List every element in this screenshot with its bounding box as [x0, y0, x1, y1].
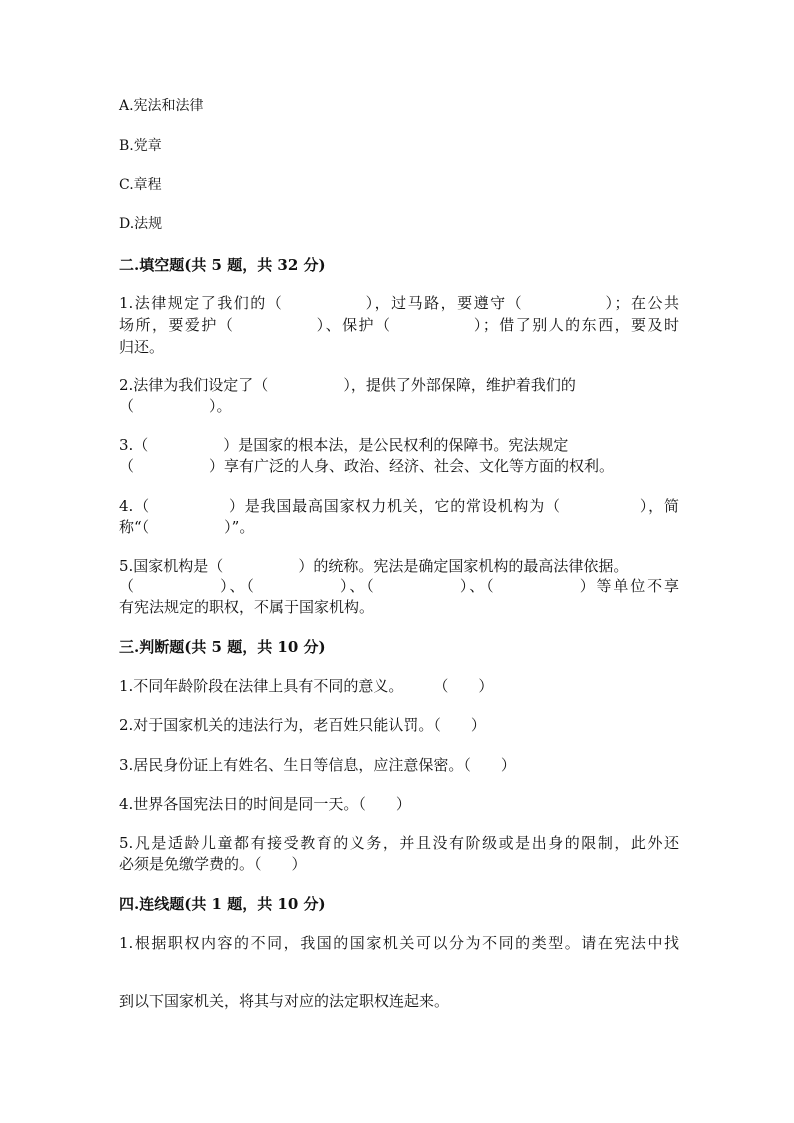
fill-q1-line2: 场所，要爱护（ ）、保护（ ）；借了别人的东西，要及时	[119, 316, 679, 334]
match-q1-line2: 到以下国家机关，将其与对应的法定职权连起来。	[119, 992, 450, 1010]
option-d: D.法规	[119, 216, 163, 232]
judge-q5-line2: 必须是免缴学费的。（ ）	[119, 855, 307, 873]
fill-q3-line2: （ ）享有广泛的人身、政治、经济、社会、文化等方面的权利。	[119, 457, 615, 475]
section4-heading: 四.连线题(共 1 题，共 10 分)	[119, 895, 326, 913]
option-c: C.章程	[119, 177, 162, 193]
section2-heading: 二.填空题(共 5 题，共 32 分)	[119, 256, 326, 274]
fill-q1-line3: 归还。	[119, 338, 165, 356]
fill-q2-line2: （ ）。	[119, 397, 232, 415]
fill-q3-line1: 3.（ ）是国家的根本法，是公民权利的保障书。宪法规定	[119, 436, 569, 454]
option-a: A.宪法和法律	[119, 98, 204, 114]
judge-q2: 2.对于国家机关的违法行为，老百姓只能认罚。（ ）	[119, 716, 486, 734]
fill-q5-line1: 5.国家机构是（ ）的统称。宪法是确定国家机构的最高法律依据。	[119, 557, 629, 575]
fill-q2-line1: 2.法律为我们设定了（ ），提供了外部保障，维护着我们的	[119, 376, 576, 394]
judge-q3: 3.居民身份证上有姓名、生日等信息，应注意保密。（ ）	[119, 756, 516, 774]
match-q1-line1: 1.根据职权内容的不同，我国的国家机关可以分为不同的类型。请在宪法中找	[119, 934, 679, 952]
fill-q4-line2: 称“（ ）”。	[119, 518, 255, 536]
fill-q5-line2: （ ）、（ ）、（ ）、（ ）等单位不享	[119, 577, 679, 595]
judge-q1: 1.不同年龄阶段在法律上具有不同的意义。 （ ）	[119, 677, 494, 695]
judge-q4: 4.世界各国宪法日的时间是同一天。（ ）	[119, 795, 411, 813]
section3-heading: 三.判断题(共 5 题，共 10 分)	[119, 638, 326, 656]
fill-q1-line1: 1.法律规定了我们的（ ），过马路，要遵守（ ）；在公共	[119, 294, 679, 312]
option-b: B.党章	[119, 138, 162, 154]
fill-q4-line1: 4.（ ）是我国最高国家权力机关，它的常设机构为（ ），简	[119, 497, 679, 515]
judge-q5-line1: 5.凡是适龄儿童都有接受教育的义务，并且没有阶级或是出身的限制，此外还	[119, 834, 679, 852]
fill-q5-line3: 有宪法规定的职权，不属于国家机构。	[119, 598, 375, 616]
